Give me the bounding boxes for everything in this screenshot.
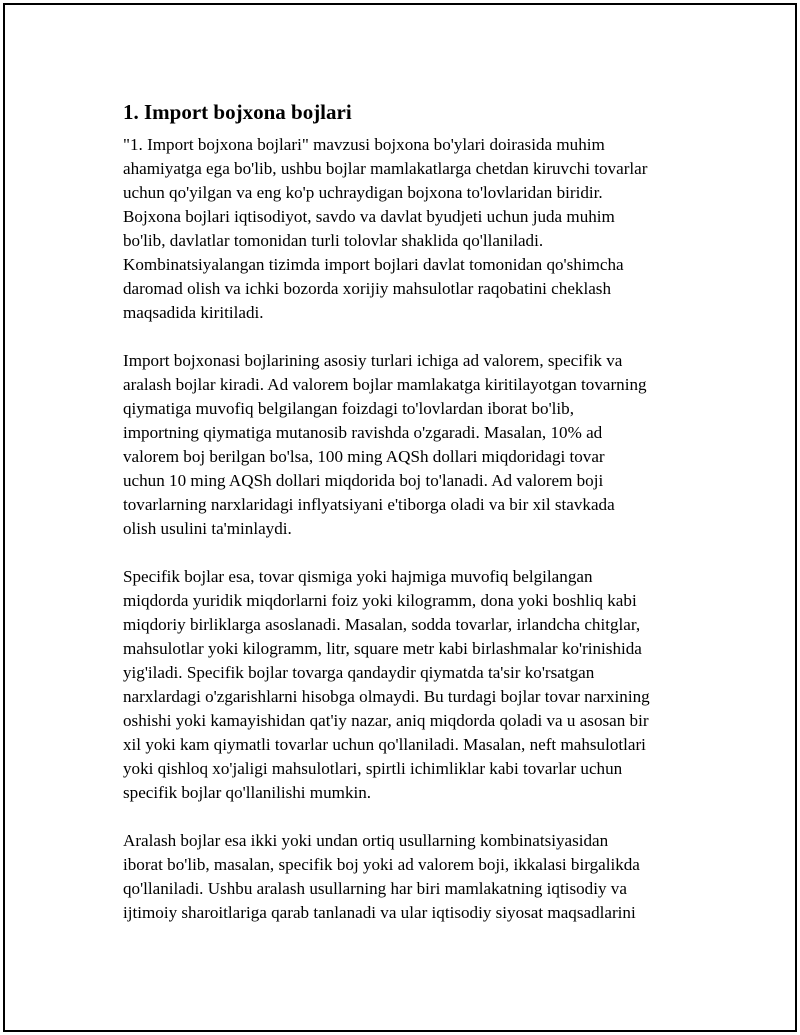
paragraph-line: maqsadida kiritiladi. (123, 303, 264, 322)
paragraph-line: ijtimoiy sharoitlariga qarab tanlanadi va ular iqtisodiy siyosat maqsadlarini (123, 903, 636, 922)
paragraph-line: uchun qo'yilgan va eng ko'p uchraydigan bojxona to'lovlaridan biridir. (123, 183, 603, 202)
paragraph-line: iborat bo'lib, masalan, specifik boj yoki ad valorem boji, ikkalasi birgalikda (123, 855, 640, 874)
paragraph-line: valorem boj berilgan bo'lsa, 100 ming AQSh dollari miqdoridagi tovar (123, 447, 605, 466)
paragraph-line: importning qiymatiga mutanosib ravishda o'zgaradi. Masalan, 10% ad (123, 423, 603, 442)
paragraph-mixed-duties (123, 829, 693, 925)
paragraph-line: oshishi yoki kamayishidan qat'iy nazar, aniq miqdorda qoladi va u asosan bir (123, 711, 649, 730)
paragraph-duty-types (123, 349, 693, 541)
paragraph-line: Specifik bojlar esa, tovar qismiga yoki hajmiga muvofiq belgilangan (123, 567, 593, 586)
paragraph-line: uchun 10 ming AQSh dollari miqdorida boj to'lanadi. Ad valorem boji (123, 471, 604, 490)
paragraph-line: tovarlarning narxlaridagi inflyatsiyani e'tiborga oladi va bir xil stavkada (123, 495, 615, 514)
paragraph-line: "1. Import bojxona bojlari" mavzusi bojxona bo'ylari doirasida muhim (123, 135, 605, 154)
paragraph-line: qiymatiga muvofiq belgilangan foizdagi to'lovlardan iborat bo'lib, (123, 399, 574, 418)
document-body (123, 97, 693, 949)
paragraph-line: miqdoriy birliklarga asoslanadi. Masalan, sodda tovarlar, irlandcha chitglar, (123, 615, 641, 634)
paragraph-line: Aralash bojlar esa ikki yoki undan ortiq usullarning kombinatsiyasidan (123, 831, 609, 850)
paragraph-intro (123, 133, 693, 325)
paragraph-line: xil yoki kam qiymatli tovarlar uchun qo'llaniladi. Masalan, neft mahsulotlari (123, 735, 646, 754)
paragraph-line: Import bojxonasi bojlarining asosiy turlari ichiga ad valorem, specifik va (123, 351, 623, 370)
paragraph-line: bo'lib, davlatlar tomonidan turli tolovlar shaklida qo'llaniladi. (123, 231, 544, 250)
paragraph-line: narxlardagi o'zgarishlarni hisobga olmaydi. Bu turdagi bojlar tovar narxining (123, 687, 650, 706)
paragraph-line: daromad olish va ichki bozorda xorijiy mahsulotlar raqobatini cheklash (123, 279, 611, 298)
paragraph-line: aralash bojlar kiradi. Ad valorem bojlar mamlakatga kiritilayotgan tovarning (123, 375, 647, 394)
paragraph-line: yig'iladi. Specifik bojlar tovarga qandaydir qiymatda ta'sir ko'rsatgan (123, 663, 595, 682)
paragraph-line: Bojxona bojlari iqtisodiyot, savdo va davlat byudjeti uchun juda muhim (123, 207, 615, 226)
paragraph-specific-duties (123, 565, 693, 805)
paragraph-line: ahamiyatga ega bo'lib, ushbu bojlar mamlakatlarga chetdan kiruvchi tovarlar (123, 159, 648, 178)
paragraph-line: Kombinatsiyalangan tizimda import bojlari davlat tomonidan qo'shimcha (123, 255, 624, 274)
paragraph-line: olish usulini ta'minlaydi. (123, 519, 292, 538)
paragraph-line: specifik bojlar qo'llanilishi mumkin. (123, 783, 372, 802)
paragraph-line: miqdorda yuridik miqdorlarni foiz yoki kilogramm, dona yoki boshliq kabi (123, 591, 637, 610)
paragraph-line: mahsulotlar yoki kilogramm, litr, square metr kabi birlashmalar ko'rinishida (123, 639, 642, 658)
paragraph-line: qo'llaniladi. Ushbu aralash usullarning har biri mamlakatning iqtisodiy va (123, 879, 627, 898)
paragraph-line: yoki qishloq xo'jaligi mahsulotlari, spirtli ichimliklar kabi tovarlar uchun (123, 759, 623, 778)
page-frame (3, 3, 797, 1032)
section-heading: 1. Import bojxona bojlari (123, 100, 352, 124)
